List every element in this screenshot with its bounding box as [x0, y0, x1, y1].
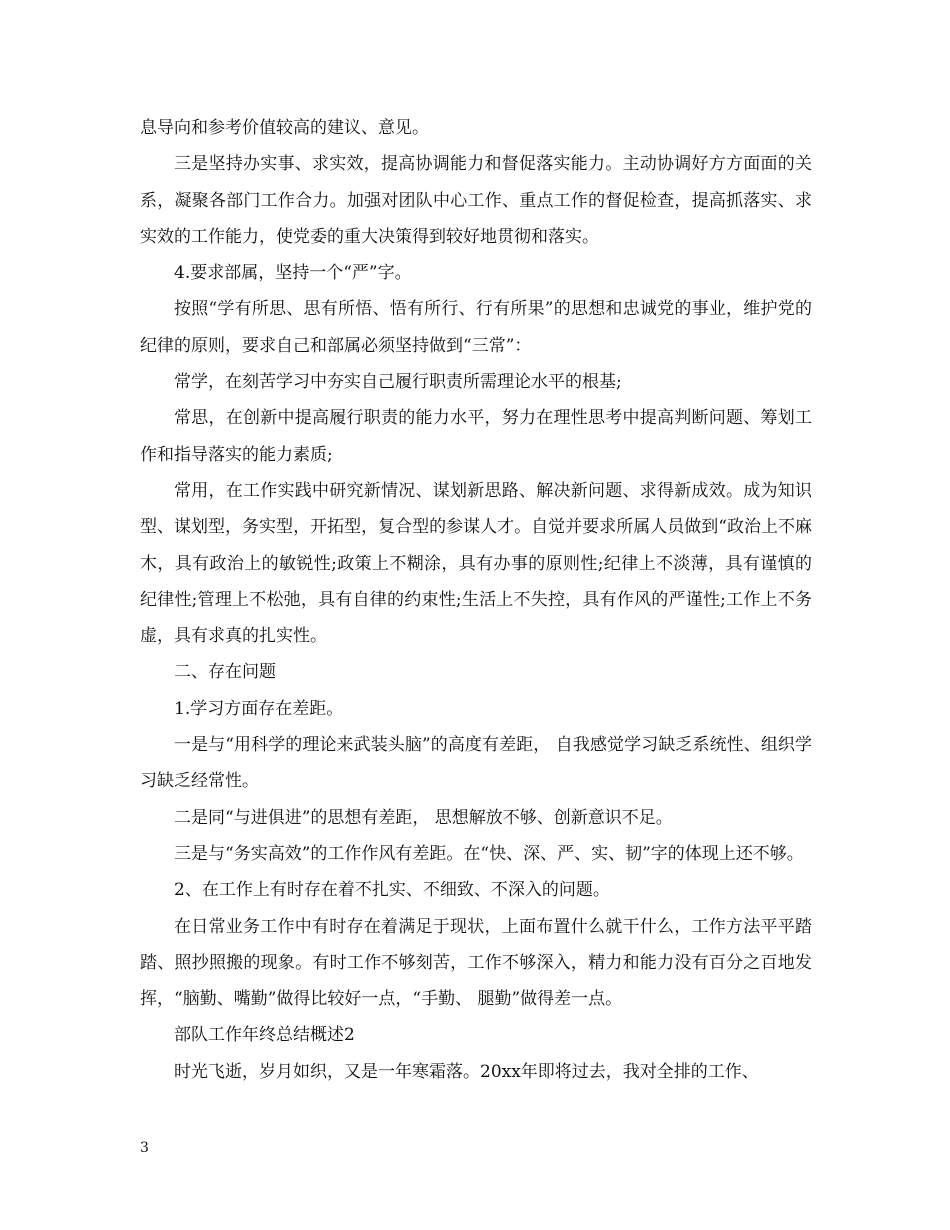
section-heading: 二、存在问题	[174, 662, 276, 683]
paragraph: 一是与“用科学的理论来武装头脑”的高度有差距， 自我感觉学习缺乏系统性、组织学习缺乏经常性。	[140, 735, 812, 792]
paragraph: 三是坚持办实事、求实效，提高协调能力和督促落实能力。主动协调好方方面面的关系，凝聚各部门工作合力。加强对团队中心工作、重点工作的督促检查，提高抓落实、求实效的工作能力，使党委的重大决策得到较好地贯彻和落实。	[140, 154, 812, 247]
paragraph: 常用，在工作实践中研究新情况、谋划新思路、解决新问题、求得新成效。成为知识型、谋划型，务实型，开拓型，复合型的参谋人才。自觉并要求所属人员做到“政治上不麻木，具有政治上的敏锐性;政策上不糊涂，具有办事的原则性;纪律上不淡薄，具有谨慎的纪律性;管理上不松弛，具有自律的约束性;生活上不失控，具有作风的严谨性;工作上不务虚，具有求真的扎实性。	[140, 480, 812, 647]
paragraph: 按照“学有所思、思有所悟、悟有所行、行有所果”的思想和忠诚党的事业，维护党的纪律的原则，要求自己和部属必须坚持做到“三常”：	[140, 299, 812, 356]
subsection-heading: 1.学习方面存在差距。	[174, 698, 344, 719]
paragraph: 二是同“与进俱进”的思想有差距， 思想解放不够、创新意识不足。	[174, 807, 673, 828]
document-body	[140, 110, 812, 1090]
subsection-heading: 2、在工作上有时存在着不扎实、不细致、不深入的问题。	[174, 880, 610, 901]
paragraph: 息导向和参考价值较高的建议、意见。	[140, 118, 429, 138]
article-title: 部队工作年终总结概述2	[174, 1025, 355, 1046]
paragraph: 三是与“务实高效”的工作作风有差距。在“快、深、严、实、韧”字的体现上还不够。	[174, 843, 804, 864]
paragraph: 在日常业务工作中有时存在着满足于现状，上面布置什么就干什么，工作方法平平踏踏、照抄照搬的现象。有时工作不够刻苦，工作不够深入，精力和能力没有百分之百地发挥，“脑勤、嘴勤”做得比较好一点，“手勤、 腿勤”做得差一点。	[140, 916, 812, 1010]
paragraph: 时光飞逝，岁月如织，又是一年寒霜落。20xx年即将过去，我对全排的工作、	[174, 1061, 759, 1082]
paragraph: 4.要求部属，坚持一个“严”字。	[174, 263, 412, 284]
paragraph: 常学，在刻苦学习中夯实自己履行职责所需理论水平的根基;	[174, 372, 622, 393]
paragraph: 常思，在创新中提高履行职责的能力水平，努力在理性思考中提高判断问题、筹划工作和指导落实的能力素质;	[140, 408, 812, 465]
page-number: 3	[140, 1140, 149, 1156]
